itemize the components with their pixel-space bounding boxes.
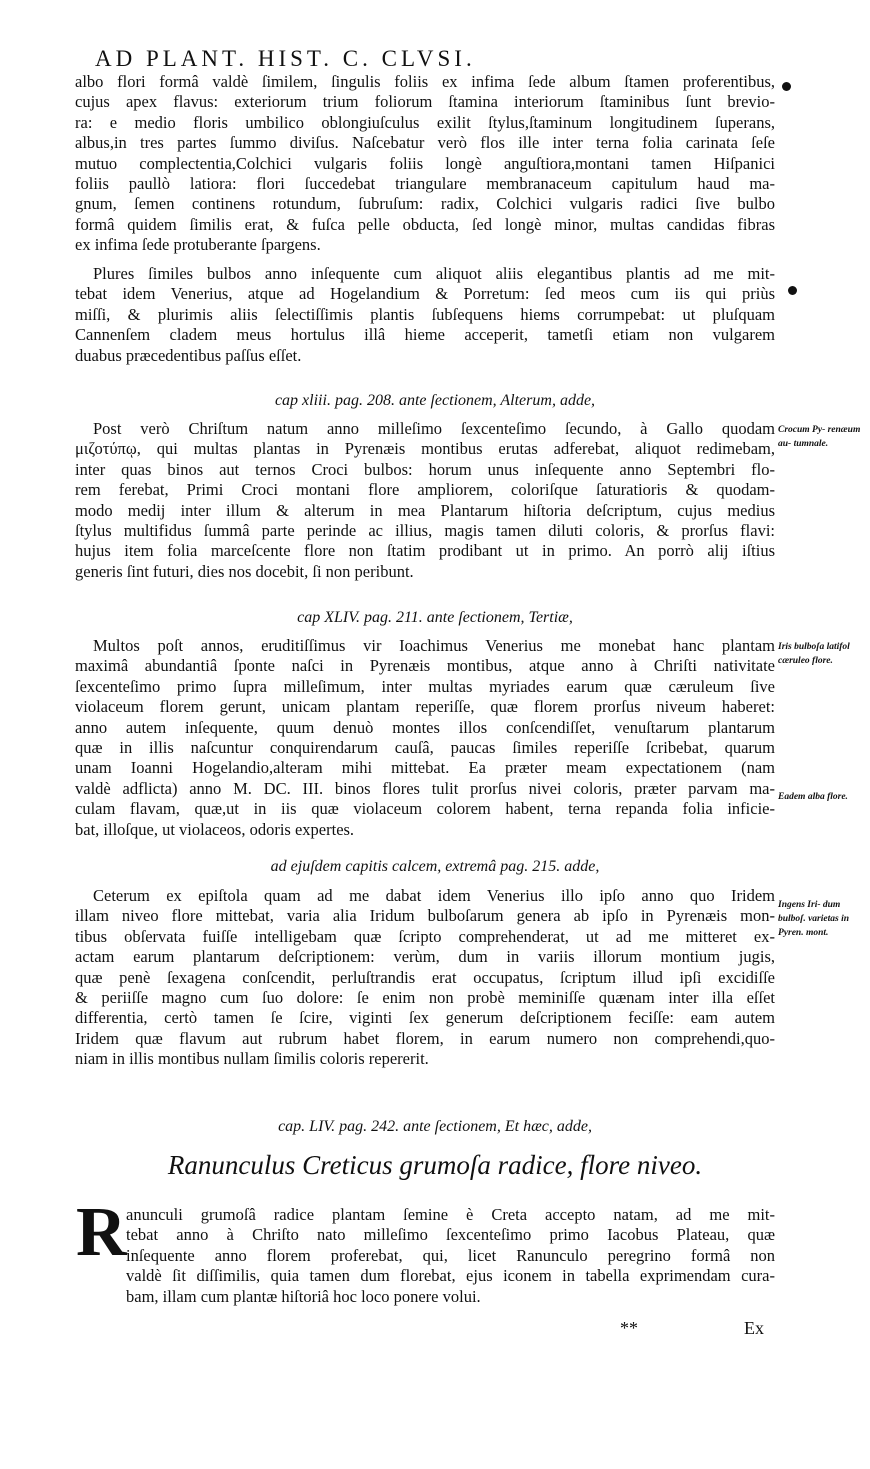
paragraph-2 (75, 264, 775, 366)
text-line: foliis paullò latiora: flori ſuccedebat triangulare membranaceum capitulum haud ma- (75, 173, 775, 193)
text-line: ex infima ſede protuberante ſpargens. (75, 235, 321, 255)
text-line: modo medij inter illum & alterum in mea Plantarum hiſtoria deſcriptum, cujus medius (75, 500, 775, 520)
drop-cap: R (76, 1194, 127, 1271)
text-line: tebat idem Venerius, atque ad Hogelandium & Porretum: ſed meos cum iis qui priùs (75, 284, 775, 304)
paragraph-6 (126, 1205, 775, 1307)
text-line: unam Ioanni Hogelandio,alteram mihi mittebat. Ea præter meam expectationem (nam (75, 758, 775, 778)
text-line: valdè ſit diſſimilis, quia tamen dum florebat, ejus iconem in tabella exprimendam cura- (126, 1266, 775, 1286)
text-line: ſtylus multifidus ſummâ parte perinde ac illius, magis tamen diluti coloris, & prorſus flavi: (75, 520, 775, 540)
margin-note-1: Crocum Py- renæum au- tumnale. (778, 425, 861, 449)
text-line: albo flori formâ valdè ſimilem, ſingulis foliis ex infima ſede album ſtamen proferentibus, (75, 72, 775, 91)
text-line: Ceterum ex epiſtola quam ad me dabat idem Venerius illo ipſo anno quo Iridem (93, 886, 775, 905)
text-line: maximâ abundantiâ ſponte naſci in Pyrenæis montibus, atque anno à Chriſti nativitate (75, 656, 775, 676)
text-line: quæ penè ſexagena conſcendit, perluſtrandis erat occupatus, ſcriptum illud ipſi excidiſſe (75, 967, 775, 987)
text-line: bam, illam cum plantæ hiſtoriâ hoc loco ponere volui. (126, 1286, 481, 1306)
text-line: differentia, certò tamen ſe ſcire, viginti ſex generum deſcriptionem feciſſe: eam autem (75, 1008, 775, 1028)
text-line: hujus item folia marceſcente flore non ſtatim prodibant ut in primo. An porrò alij iſtius (75, 541, 775, 561)
paragraph-3 (75, 419, 775, 582)
margin-note-2: Iris bulboſa latifol cæruleo flore. (778, 642, 850, 666)
plant-title: Ranunculus Creticus grumoſa radice, flore niveo. (167, 1150, 703, 1180)
text-line: & periiſſe magno cum ſuo dolore: ſe enim non probè meminiſſe quænam inter illa eſſet (75, 987, 775, 1007)
text-line: mutuo complectentia,Colchici vulgaris foliis longè anguſtiora,montani tamen Hiſpanici (75, 153, 775, 173)
margin-note-3: Eadem alba flore. (778, 792, 848, 802)
text-line: niam in illis montibus nullam ſimilis coloris repererit. (75, 1049, 429, 1069)
text-line: bat, illoſque, ut violaceos, odoris expertes. (75, 819, 355, 839)
text-line: valdè adflicta) anno M. DC. III. binos flores tulit prorſus nivei coloris, præter parvam ma- (75, 778, 775, 798)
text-line: anunculi grumoſâ radice plantam ſemine è Creta accepto natam, ad me mit- (126, 1205, 775, 1224)
text-line: anno autem inſequente, quum denuò montes illos conſcendiſſet, venuſtarum plantarum (75, 717, 775, 737)
text-line: inter quas binos aut ternos Croci bulbos: horum unus inſequente anno Septembri flo- (75, 459, 775, 479)
section-heading-4: cap. LIV. pag. 242. ante ſectionem, Et hæc, adde, (278, 1118, 592, 1135)
text-line: duabus præcedentibus paſſus eſſet. (75, 345, 302, 365)
text-line: albus,in tres partes ſummo diviſus. Naſcebatur verò flos ille inter terna folia carinata ſeſe (75, 133, 775, 153)
paragraph-4 (75, 636, 775, 840)
text-line: ſexcenteſimo primo ſupra milleſimum, inter multas myriades earum quæ cæruleum ſive (75, 676, 775, 696)
text-line: formâ quidem ſimilis erat, & fuſca pelle obducta, ſed longè minor, multas candidas fibras (75, 214, 775, 234)
text-line: gnum, ſemen continens rotundum, ſubruſum: radix, Colchici vulgaris radici ſive bulbo (75, 194, 775, 214)
text-line: tibus obſervata fuiſſe intelligebam quæ ſcripto comprehenderat, ut ad me mitteret ex- (75, 926, 775, 946)
text-line: Cannenſem cladem meus hortulus illâ hieme acceperit, tametſi etiam non vulgarem (75, 325, 775, 345)
running-header: AD PLANT. HIST. C. CLVSI. (95, 46, 476, 71)
section-heading-2: cap XLIV. pag. 211. ante ſectionem, Tertiæ, (297, 609, 573, 626)
ink-blot (788, 286, 797, 295)
text-line: tebat anno à Chriſto nato milleſimo ſexcenteſimo primo Iacobus Plateau, quæ (126, 1225, 775, 1245)
paragraph-1 (75, 72, 775, 256)
section-heading-1: cap xliii. pag. 208. ante ſectionem, Alterum, adde, (274, 392, 596, 409)
text-line: ra: e medio floris umbilico oblongiuſculus exilit ſtylus,ſtaminum longitudinem ſuperans, (75, 112, 775, 132)
section-heading-3: ad ejuſdem capitis calcem, extremâ pag. 215. adde, (270, 858, 600, 875)
text-line: μιζοτύπῳ, qui multas plantas in Pyrenæis montibus erutas adferebat, aliquot redimebam, (75, 439, 775, 459)
text-line: quæ in illis naſcuntur conquirendarum cauſâ, paucas ſimiles reperiſſe ſcribebat, quarum (75, 737, 775, 757)
text-line: Iridem quæ flavum aut rubrum habet florem, in earum numero non comprehendi,quo- (75, 1028, 775, 1048)
ink-blot (782, 82, 791, 91)
text-line: actam earum plantarum deſcriptionem: verùm, dum in variis illorum montium jugis, (75, 947, 775, 967)
text-line: rem ferebat, Primi Croci montani flore ampliorem, coloriſque ſaturatioris & quodam- (75, 480, 775, 500)
text-line: inſequente anno florem proferebat, qui, licet Ranunculo peregrino formâ non (126, 1245, 775, 1265)
text-line: miſſi, & plurimis aliis ſelectiſſimis plantis ſubſequens hiems corrumpebat: ut pluſquam (75, 304, 775, 324)
text-line: Multos poſt annos, eruditiſſimus vir Ioachimus Venerius me monebat hanc plantam (93, 636, 775, 655)
text-line: Plures ſimiles bulbos anno inſequente cum aliquot aliis elegantibus plantis ad me mit- (93, 264, 775, 283)
signature-mark: ** (620, 1318, 638, 1338)
text-line: generis ſint futuri, dies nos docebit, ſi non peribunt. (75, 561, 414, 581)
text-line: cujus apex flavus: exteriorum trium foliorum ſtamina interiorum ſtaminibus ſunt brevio- (75, 92, 775, 112)
paragraph-5 (75, 886, 775, 1070)
text-line: Post verò Chriſtum natum anno milleſimo ſexcenteſimo ſecundo, à Gallo quodam (93, 419, 775, 438)
margin-note-4: Ingens Iri- dum bulboſ. varietas in Pyren. mont. (778, 900, 849, 938)
text-line: culam flavam, quæ,ut in iis quæ violaceum colorem habent, terna repanda folia inficie- (75, 799, 775, 819)
catchword: Ex (744, 1318, 764, 1338)
text-line: illam niveo flore mittebat, varia alia Iridum bulboſarum genera ab ipſo in Pyrenæis mon- (75, 906, 775, 926)
text-line: violaceum florem gerunt, unicam plantam reperiſſe, quæ florem prorſus niveum haberet: (75, 697, 775, 717)
